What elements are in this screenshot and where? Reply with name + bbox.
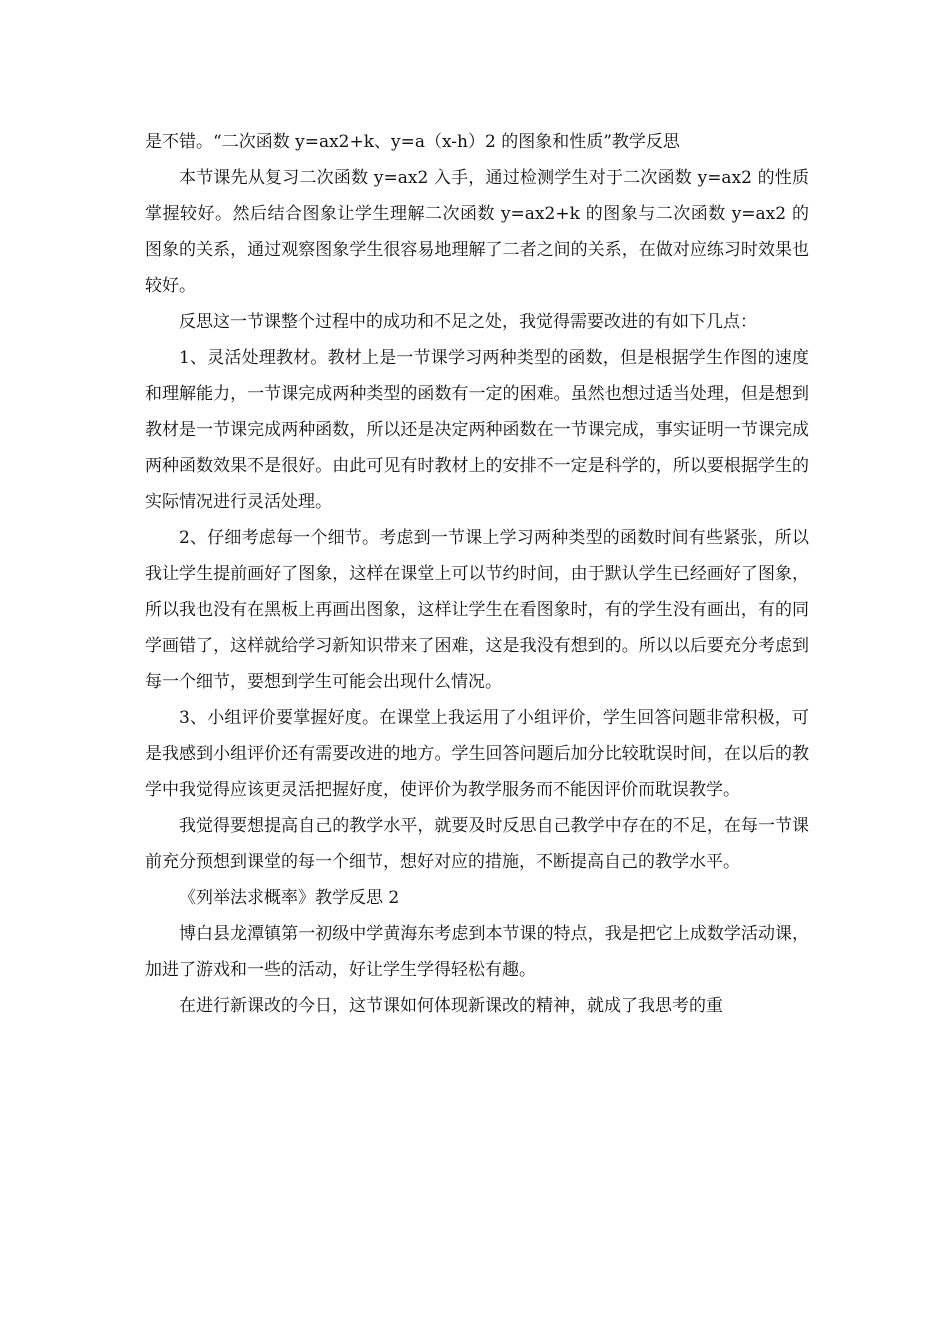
document-body bbox=[145, 124, 809, 1024]
paragraph-8: 博白县龙潭镇第一初级中学黄海东考虑到本节课的特点，我是把它上成数学活动课，加进了游戏和一些的活动，好让学生学得轻松有趣。 bbox=[145, 924, 809, 980]
paragraph-4: 1、灵活处理教材。教材上是一节课学习两种类型的函数，但是根据学生作图的速度和理解能力，一节课完成两种类型的函数有一定的困难。虽然也想过适当处理，但是想到教材是一节课完成两种函数，所以还是决定两种函数在一节课完成，事实证明一节课完成两种函数效果不是很好。由此可见有时教材上的安排不一定是科学的，所以要根据学生的实际情况进行灵活处理。 bbox=[145, 348, 809, 512]
paragraph-6: 3、小组评价要掌握好度。在课堂上我运用了小组评价，学生回答问题非常积极，可是我感到小组评价还有需要改进的地方。学生回答问题后加分比较耽误时间，在以后的教学中我觉得应该更灵活把握好度，使评价为教学服务而不能因评价而耽误教学。 bbox=[145, 708, 809, 800]
paragraph-3: 反思这一节课整个过程中的成功和不足之处，我觉得需要改进的有如下几点： bbox=[179, 312, 757, 332]
paragraph-2: 本节课先从复习二次函数 y=ax2 入手，通过检测学生对于二次函数 y=ax2 的性质掌握较好。然后结合图象让学生理解二次函数 y=ax2+k 的图象与二次函数 y=ax2 的图象的关系，通过观察图象学生很容易地理解了二者之间的关系，在做对应练习时效果也较好。 bbox=[145, 168, 809, 296]
paragraph-7: 我觉得要想提高自己的教学水平，就要及时反思自己教学中存在的不足，在每一节课前充分预想到课堂的每一个细节，想好对应的措施，不断提高自己的教学水平。 bbox=[145, 816, 809, 872]
paragraph-5: 2、仔细考虑每一个细节。考虑到一节课上学习两种类型的函数时间有些紧张，所以我让学生提前画好了图象，这样在课堂上可以节约时间，由于默认学生已经画好了图象，所以我也没有在黑板上再画出图象，这样让学生在看图象时，有的学生没有画出，有的同学画错了，这样就给学习新知识带来了困难，这是我没有想到的。所以以后要充分考虑到每一个细节，要想到学生可能会出现什么情况。 bbox=[145, 528, 809, 692]
paragraph-9: 在进行新课改的今日，这节课如何体现新课改的精神，就成了我思考的重 bbox=[179, 996, 723, 1016]
section-heading: 《列举法求概率》教学反思 2 bbox=[179, 888, 400, 908]
paragraph-1: 是不错。“二次函数 y=ax2+k、y=a（x-h）2 的图象和性质”教学反思 bbox=[145, 132, 680, 152]
